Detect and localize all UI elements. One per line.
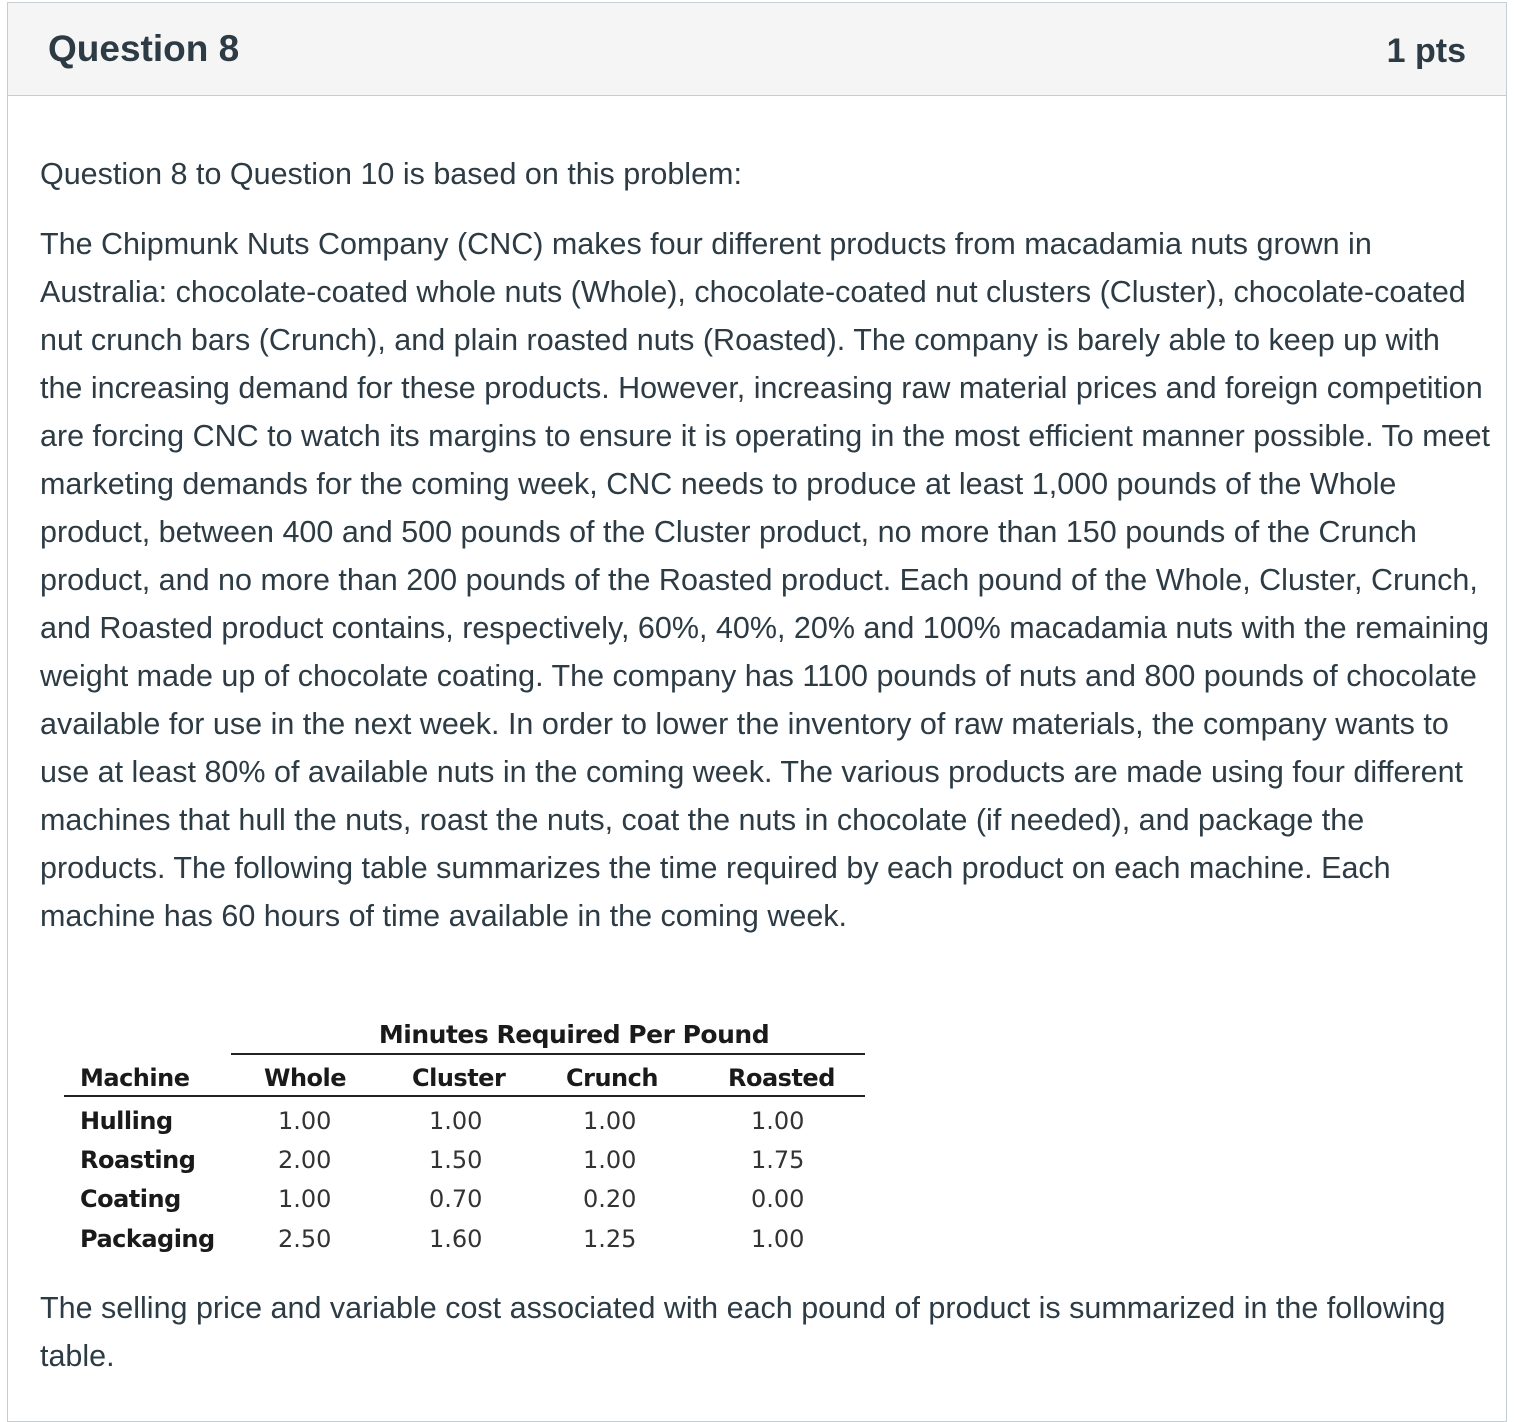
table-group-label: Minutes Required Per Pound — [378, 1020, 770, 1049]
table-header-rule — [64, 1095, 865, 1097]
question-points: 1 pts — [1386, 32, 1466, 70]
cell-roasting-whole: 2.00 — [278, 1146, 332, 1174]
header-machine: Machine — [80, 1064, 190, 1092]
table-group-rule — [231, 1053, 865, 1055]
cell-roasting-roasted: 1.75 — [751, 1146, 805, 1174]
problem-statement: The Chipmunk Nuts Company (CNC) makes four different products from macadamia nuts grown in Australia: chocolate-coated whole nuts (Whole), chocolate-coated nut clusters (Cluster), chocolate-coated nut crunch bars (Crunch), and plain roasted nuts (Roasted). The company is barely able to keep up with the increasing demand for these products. However, increasing raw material prices and foreign competition are forcing CNC to watch its margins to ensure it is operating in the most efficient manner possible. To meet marketing demands for the coming week, CNC needs to produce at least 1,000 pounds of the Whole product, between 400 and 500 pounds of the Cluster product, no more than 150 pounds of the Crunch product, and no more than 200 pounds of the Roasted product. Each pound of the Whole, Cluster, Crunch, and Roasted product contains, respectively, 60%, 40%, 20% and 100% macadamia nuts with the remaining weight made up of chocolate coating. The company has 1100 pounds of nuts and 800 pounds of chocolate available for use in the next week. In order to lower the inventory of raw materials, the company wants to use at least 80% of available nuts in the coming week. The various products are made using four different machines that hull the nuts, roast the nuts, coat the nuts in chocolate (if needed), and package the products. The following table summarizes the time required by each product on each machine. Each machine has 60 hours of time available in the coming week. — [40, 227, 1491, 933]
cell-hulling-whole: 1.00 — [278, 1107, 332, 1135]
cell-coating-crunch: 0.20 — [583, 1185, 637, 1213]
cell-packaging-roasted: 1.00 — [751, 1225, 805, 1253]
row-label-roasting: Roasting — [80, 1146, 196, 1174]
question-intro: Question 8 to Question 10 is based on this problem: — [40, 157, 742, 191]
machine-time-table — [58, 1018, 878, 1268]
question-header — [8, 3, 1506, 96]
cell-roasting-crunch: 1.00 — [583, 1146, 637, 1174]
question-body — [40, 150, 1490, 940]
row-label-packaging: Packaging — [80, 1225, 215, 1253]
cell-packaging-cluster: 1.60 — [429, 1225, 483, 1253]
cell-hulling-roasted: 1.00 — [751, 1107, 805, 1135]
header-crunch: Crunch — [566, 1064, 658, 1092]
cell-hulling-crunch: 1.00 — [583, 1107, 637, 1135]
question-title: Question 8 — [48, 28, 240, 69]
header-roasted: Roasted — [728, 1064, 835, 1092]
cell-coating-whole: 1.00 — [278, 1185, 332, 1213]
cell-hulling-cluster: 1.00 — [429, 1107, 483, 1135]
row-label-coating: Coating — [80, 1185, 181, 1213]
cell-packaging-crunch: 1.25 — [583, 1225, 637, 1253]
cell-coating-cluster: 0.70 — [429, 1185, 483, 1213]
cell-coating-roasted: 0.00 — [751, 1185, 805, 1213]
closing-text: The selling price and variable cost associated with each pound of product is summarized in the following table. — [40, 1291, 1446, 1373]
cell-packaging-whole: 2.50 — [278, 1225, 332, 1253]
row-label-hulling: Hulling — [80, 1107, 173, 1135]
header-cluster: Cluster — [412, 1064, 506, 1092]
cell-roasting-cluster: 1.50 — [429, 1146, 483, 1174]
header-whole: Whole — [264, 1064, 347, 1092]
